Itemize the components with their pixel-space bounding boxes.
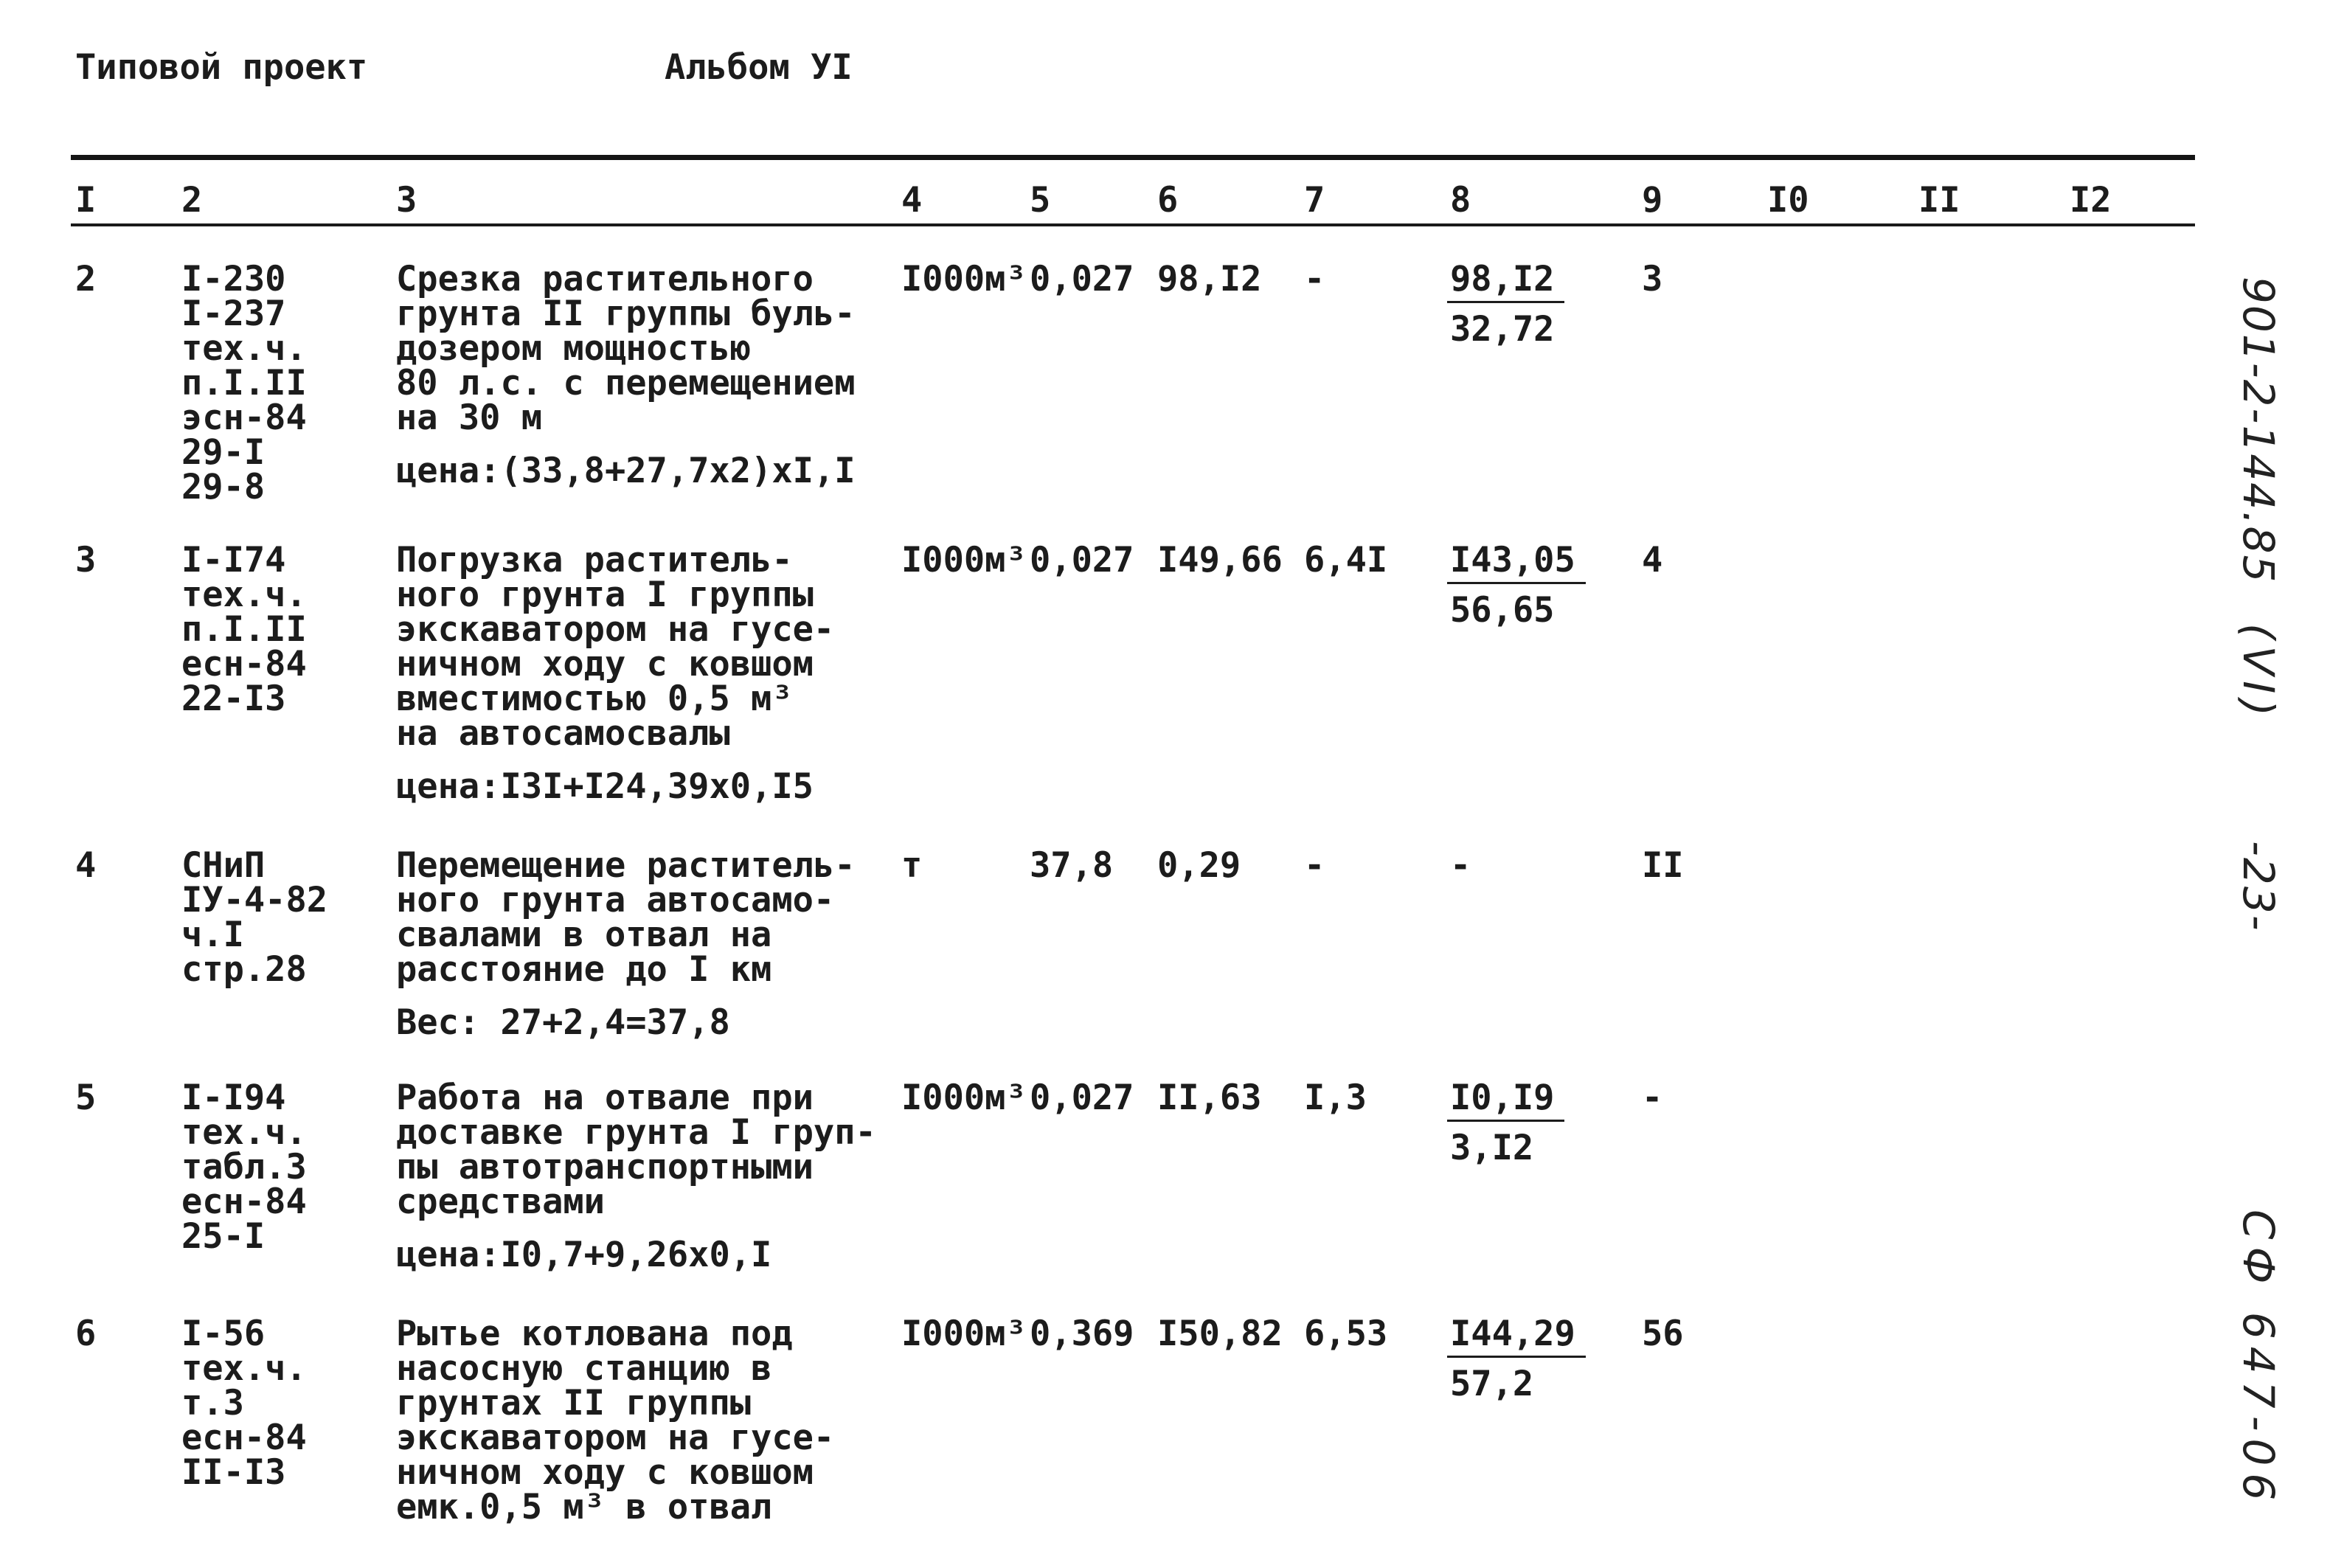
quantity: 37,8 xyxy=(1030,845,1114,886)
norm-references xyxy=(181,1078,307,1257)
work-description-line: расстояние до I км xyxy=(396,949,772,990)
margin-sheet-code: СФ 647-06 xyxy=(2233,1210,2284,1508)
unit-of-measure: т xyxy=(901,845,923,886)
price-calculation: цена:I0,7+9,26x0,I xyxy=(396,1235,772,1275)
price-calculation: цена:I3I+I24,39x0,I5 xyxy=(396,766,814,807)
unit-cost: I49,66 xyxy=(1157,540,1283,580)
work-description xyxy=(396,540,835,807)
work-description-line: Работа на отвале при xyxy=(396,1078,814,1118)
column-number-header xyxy=(0,180,2344,221)
cost-fraction-numerator: I0,I9 xyxy=(1447,1080,1564,1122)
norm-references xyxy=(181,259,307,507)
norm-reference-line: тех.ч. xyxy=(181,328,307,369)
cost-fraction xyxy=(1447,1078,1564,1168)
column-header-5: 5 xyxy=(1030,180,1051,221)
quantity: 0,027 xyxy=(1030,1078,1134,1118)
norm-reference-line: I-I74 xyxy=(181,540,286,580)
work-description xyxy=(396,259,856,491)
column-header-rule xyxy=(71,223,2195,226)
row-number: 6 xyxy=(75,1314,97,1354)
cost-fraction-numerator: I44,29 xyxy=(1447,1317,1586,1358)
unit-of-measure: I000м³ xyxy=(901,1314,1027,1354)
weight-calculation: Вес: 27+2,4=37,8 xyxy=(396,1002,730,1043)
unit-cost: 98,I2 xyxy=(1157,259,1262,299)
cost-fraction-numerator: I43,05 xyxy=(1447,543,1586,584)
unit-cost: I50,82 xyxy=(1157,1314,1283,1354)
norm-reference-line: тех.ч. xyxy=(181,575,307,615)
work-description-line: вместимостью 0,5 м³ xyxy=(396,679,793,719)
column-7-value: 6,4I xyxy=(1304,540,1388,580)
work-description-line: экскаватором на гусе- xyxy=(396,1418,835,1458)
norm-reference-line: II-I3 xyxy=(181,1452,286,1493)
unit-cost: 0,29 xyxy=(1157,845,1241,886)
work-description xyxy=(396,845,856,1043)
work-description-line: грунтах II группы xyxy=(396,1383,752,1423)
norm-reference-line: т.3 xyxy=(181,1383,244,1423)
unit-of-measure: I000м³ xyxy=(901,259,1027,299)
cost-fraction-denominator: 57,2 xyxy=(1450,1364,1534,1404)
margin-page-number: -23- xyxy=(2233,841,2284,932)
work-description-line: свалами в отвал на xyxy=(396,915,772,955)
cost-fraction-numerator: 98,I2 xyxy=(1447,262,1564,303)
work-description-line: Погрузка раститель- xyxy=(396,540,793,580)
column-9-value: 4 xyxy=(1642,540,1663,580)
work-description-line: емк.0,5 м³ в отвал xyxy=(396,1487,772,1527)
work-description-line: 80 л.с. с перемещением xyxy=(396,363,856,403)
norm-reference-line: тех.ч. xyxy=(181,1112,307,1153)
norm-reference-line: тех.ч. xyxy=(181,1348,307,1389)
column-header-6: 6 xyxy=(1157,180,1179,221)
cost-fraction xyxy=(1447,259,1564,350)
row-number: 3 xyxy=(75,540,97,580)
column-header-1: I xyxy=(75,180,97,221)
work-description-line: на 30 м xyxy=(396,398,543,438)
norm-references xyxy=(181,540,307,719)
work-description-line: на автосамосвалы xyxy=(396,713,730,754)
margin-project-code: 901-2-144.85 xyxy=(2233,277,2284,584)
work-description-line: грунта II группы буль- xyxy=(396,294,856,334)
norm-reference-line: стр.28 xyxy=(181,949,307,990)
quantity: 0,027 xyxy=(1030,259,1134,299)
column-header-9: 9 xyxy=(1642,180,1663,221)
column-7-value: I,3 xyxy=(1304,1078,1367,1118)
work-description-line: Перемещение раститель- xyxy=(396,845,856,886)
column-header-7: 7 xyxy=(1304,180,1325,221)
cost-fraction xyxy=(1447,1314,1586,1404)
column-header-10: I0 xyxy=(1767,180,1809,221)
unit-of-measure: I000м³ xyxy=(901,1078,1027,1118)
work-description-line: ничном ходу с ковшом xyxy=(396,1452,814,1493)
work-description-line: средствами xyxy=(396,1182,605,1222)
work-description-line: пы автотранспортными xyxy=(396,1147,814,1187)
norm-reference-line: 22-I3 xyxy=(181,679,286,719)
column-header-12: I2 xyxy=(2070,180,2112,221)
margin-volume-number: (VI) xyxy=(2233,623,2284,723)
work-description-line: ничном ходу с ковшом xyxy=(396,644,814,684)
column-9-value: 3 xyxy=(1642,259,1663,299)
column-7-value: - xyxy=(1304,845,1325,886)
column-header-4: 4 xyxy=(901,180,923,221)
quantity: 0,027 xyxy=(1030,540,1134,580)
column-header-11: II xyxy=(1918,180,1960,221)
price-calculation: цена:(33,8+27,7x2)xI,I xyxy=(396,451,856,491)
row-number: 5 xyxy=(75,1078,97,1118)
norm-reference-line: есн-84 xyxy=(181,1182,307,1222)
table-top-rule xyxy=(71,155,2195,160)
cost-fraction xyxy=(1447,540,1586,631)
norm-reference-line: СНиП xyxy=(181,845,266,886)
norm-reference-line: есн-84 xyxy=(181,644,307,684)
column-9-value: - xyxy=(1642,1078,1663,1118)
column-9-value: II xyxy=(1642,845,1684,886)
work-description-line: экскаватором на гусе- xyxy=(396,609,835,650)
norm-reference-line: есн-84 xyxy=(181,1418,307,1458)
norm-reference-line: эсн-84 xyxy=(181,398,307,438)
album-label: Альбом УI xyxy=(665,47,853,88)
norm-reference-line: п.I.II xyxy=(181,363,307,403)
norm-reference-line: I-I94 xyxy=(181,1078,286,1118)
work-description-line: ного грунта I группы xyxy=(396,575,814,615)
norm-reference-line: I-230 xyxy=(181,259,286,299)
norm-reference-line: ч.I xyxy=(181,915,244,955)
work-description-line: Рытье котлована под xyxy=(396,1314,793,1354)
project-type-title: Типовой проект xyxy=(75,47,368,88)
work-description xyxy=(396,1314,835,1527)
norm-reference-line: 29-I xyxy=(181,432,266,473)
column-7-value: - xyxy=(1304,259,1325,299)
work-description xyxy=(396,1078,876,1275)
norm-reference-line: IУ-4-82 xyxy=(181,880,328,920)
norm-reference-line: п.I.II xyxy=(181,609,307,650)
unit-of-measure: I000м³ xyxy=(901,540,1027,580)
column-header-2: 2 xyxy=(181,180,203,221)
norm-reference-line: табл.3 xyxy=(181,1147,307,1187)
table-row xyxy=(0,1078,2344,1275)
norm-reference-line: I-237 xyxy=(181,294,286,334)
column-8-value: - xyxy=(1450,845,1471,886)
work-description-line: насосную станцию в xyxy=(396,1348,772,1389)
norm-references xyxy=(181,1314,307,1493)
cost-fraction-denominator: 56,65 xyxy=(1450,590,1555,631)
norm-references xyxy=(181,845,328,990)
norm-reference-line: I-56 xyxy=(181,1314,266,1354)
work-description-line: доставке грунта I груп- xyxy=(396,1112,876,1153)
cost-fraction-denominator: 32,72 xyxy=(1450,309,1555,350)
column-7-value: 6,53 xyxy=(1304,1314,1388,1354)
column-header-8: 8 xyxy=(1450,180,1471,221)
work-description-line: ного грунта автосамо- xyxy=(396,880,835,920)
work-description-line: дозером мощностью xyxy=(396,328,752,369)
column-header-3: 3 xyxy=(396,180,417,221)
norm-reference-line: 25-I xyxy=(181,1216,266,1257)
row-number: 4 xyxy=(75,845,97,886)
row-number: 2 xyxy=(75,259,97,299)
norm-reference-line: 29-8 xyxy=(181,467,266,507)
quantity: 0,369 xyxy=(1030,1314,1134,1354)
column-9-value: 56 xyxy=(1642,1314,1684,1354)
cost-fraction-denominator: 3,I2 xyxy=(1450,1128,1534,1168)
unit-cost: II,63 xyxy=(1157,1078,1262,1118)
work-description-line: Срезка растительного xyxy=(396,259,814,299)
